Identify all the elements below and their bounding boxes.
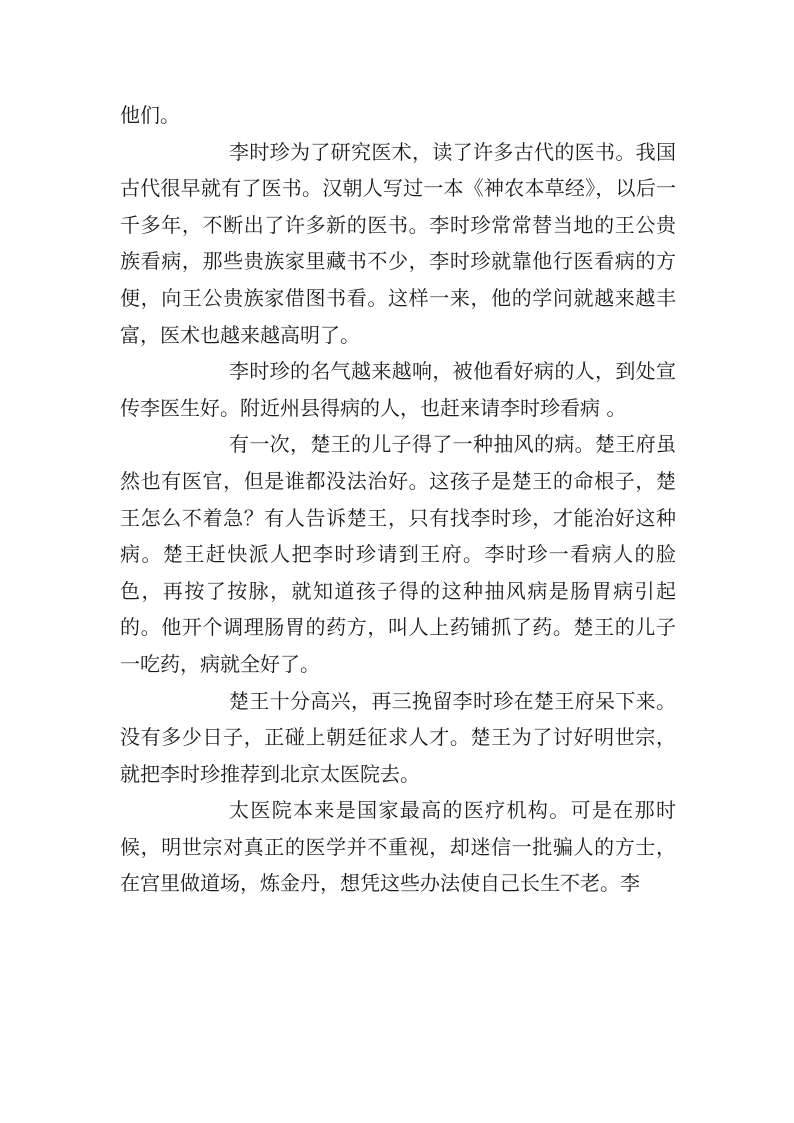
paragraph-imperial-academy: 太医院本来是国家最高的医疗机构。可是在那时候，明世宗对真正的医学并不重视，却迷信一批骗人的方士，在宫里做道场，炼金丹，想凭这些办法使自己长生不老。李 <box>120 798 676 896</box>
paragraph-study-medical-books: 李时珍为了研究医术，读了许多古代的医书。我国古代很早就有了医书。汉朝人写过一本《神农本草经》，以后一千多年，不断出了许多新的医书。李时珍常常替当地的王公贵族看病，那些贵族家里藏书不少，李时珍就靠他行医看病的方便，向王公贵族家借图书看。这样一来，他的学问就越来越丰富，医术也越来越高明了。 <box>120 139 676 347</box>
body-text <box>120 97 676 902</box>
paragraph-chu-prince-illness: 有一次，楚王的儿子得了一种抽风的病。楚王府虽然也有医官，但是谁都没法治好。这孩子是楚王的命根子，楚王怎么不着急？有人告诉楚王，只有找李时珍，才能治好这种病。楚王赶快派人把李时珍请到王府。李时珍一看病人的脸色，再按了按脉，就知道孩子得的这种抽风病是肠胃病引起的。他开个调理肠胃的药方，叫人上药铺抓了药。楚王的儿子一吃药，病就全好了。 <box>120 432 676 676</box>
paragraph-recommended-to-court: 楚王十分高兴，再三挽留李时珍在楚王府呆下来。没有多少日子，正碰上朝廷征求人才。楚王为了讨好明世宗，就把李时珍推荐到北京太医院去。 <box>120 688 676 786</box>
paragraph-growing-fame: 李时珍的名气越来越响，被他看好病的人，到处宣传李医生好。附近州县得病的人，也赶来请李时珍看病 。 <box>120 359 676 420</box>
paragraph-continuation: 他们。 <box>120 103 180 127</box>
